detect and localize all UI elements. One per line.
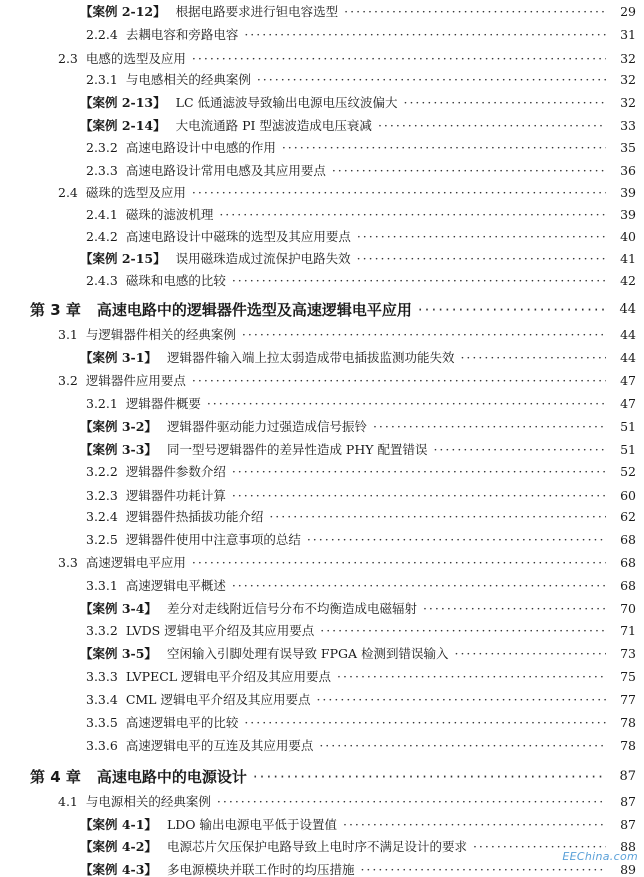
toc-section-entry[interactable] [0, 548, 644, 570]
toc-section-entry[interactable] [0, 502, 644, 524]
entry-page-number: 87 [620, 817, 636, 832]
entry-title: 高速电路中的电源设计 [96, 768, 247, 786]
entry-number: 3.3.5 [86, 715, 118, 730]
entry-title: 与逻辑器件相关的经典案例 [85, 327, 236, 342]
entry-number: 【案例 3-2】 [80, 419, 157, 434]
dot-leader [454, 647, 606, 661]
entry-title: 逻辑器件使用中注意事项的总结 [125, 532, 301, 547]
entry-title: 高速电路设计常用电感及其应用要点 [125, 163, 326, 178]
entry-number: 2.3.1 [86, 72, 118, 87]
dot-leader [282, 141, 606, 155]
entry-page-number: 40 [620, 229, 636, 244]
entry-number: 【案例 3-4】 [80, 601, 157, 616]
dot-leader [192, 186, 606, 200]
entry-title: CML 逻辑电平介绍及其应用要点 [125, 692, 311, 707]
dot-leader [232, 489, 606, 503]
entry-page-number: 47 [620, 373, 636, 388]
entry-page-number: 32 [620, 72, 636, 87]
entry-title: 磁珠的滤波机理 [125, 207, 214, 222]
entry-number: 2.4.2 [86, 229, 118, 244]
dot-leader [219, 208, 606, 222]
entry-page-number: 68 [620, 578, 636, 593]
entry-title: 与电感相关的经典案例 [125, 72, 251, 87]
toc-case-entry[interactable] [0, 855, 644, 877]
toc-section-entry[interactable] [0, 662, 644, 684]
entry-title: 逻辑器件输入端上拉太弱造成带电插拔监测功能失效 [166, 350, 455, 365]
entry-number: 3.3 [58, 555, 78, 570]
entry-number: 3.3.6 [86, 738, 118, 753]
toc-section-entry[interactable] [0, 178, 644, 200]
dot-leader [423, 602, 606, 616]
entry-title: 逻辑器件功耗计算 [125, 488, 226, 503]
entry-page-number: 68 [620, 555, 636, 570]
entry-page-number: 39 [620, 185, 636, 200]
entry-number: 【案例 4-1】 [80, 817, 157, 832]
entry-page-number: 33 [620, 118, 636, 133]
entry-page-number: 71 [620, 623, 636, 638]
entry-page-number: 73 [620, 646, 636, 661]
entry-title: 高速电路设计中磁珠的选型及其应用要点 [125, 229, 351, 244]
entry-number: 【案例 2-15】 [80, 251, 166, 266]
toc-case-entry[interactable] [0, 435, 644, 457]
toc-section-entry[interactable] [0, 457, 644, 479]
entry-title: 逻辑器件驱动能力过强造成信号振铃 [166, 419, 367, 434]
entry-number: 【案例 2-14】 [80, 118, 166, 133]
toc-section-entry[interactable] [0, 685, 644, 707]
dot-leader [269, 510, 606, 524]
dot-leader [360, 863, 606, 877]
entry-page-number: 44 [620, 327, 636, 342]
entry-page-number: 44 [619, 302, 636, 317]
entry-number: 3.2.3 [86, 488, 118, 503]
entry-number: 2.3.2 [86, 140, 118, 155]
entry-page-number: 32 [620, 51, 636, 66]
toc-case-entry[interactable] [0, 810, 644, 832]
entry-number: 3.3.1 [86, 578, 118, 593]
dot-leader [320, 624, 606, 638]
entry-title: 差分对走线附近信号分布不均衡造成电磁辐射 [166, 601, 417, 616]
entry-number: 2.3.3 [86, 163, 118, 178]
toc-case-entry[interactable] [0, 412, 644, 434]
toc-section-entry[interactable] [0, 366, 644, 388]
entry-number: 3.3.4 [86, 692, 118, 707]
dot-leader [460, 351, 606, 365]
entry-title: 磁珠和电感的比较 [125, 273, 226, 288]
dot-leader [343, 818, 606, 832]
entry-number: 3.2 [58, 373, 78, 388]
toc-chapter-entry[interactable] [0, 758, 644, 784]
entry-number: 【案例 3-3】 [80, 442, 157, 457]
toc-section-entry[interactable] [0, 222, 644, 244]
entry-number: 【案例 4-3】 [80, 862, 157, 877]
toc-case-entry[interactable] [0, 639, 644, 661]
entry-number: 3.2.5 [86, 532, 118, 547]
entry-number: 第 4 章 [30, 768, 81, 786]
entry-number: 【案例 3-5】 [80, 646, 157, 661]
entry-number: 3.3.3 [86, 669, 118, 684]
entry-page-number: 75 [620, 669, 636, 684]
entry-number: 2.4.1 [86, 207, 118, 222]
entry-number: 3.3.2 [86, 623, 118, 638]
entry-title: LVDS 逻辑电平介绍及其应用要点 [125, 623, 315, 638]
entry-title: 高速电路设计中电感的作用 [125, 140, 276, 155]
entry-number: 【案例 2-12】 [80, 4, 166, 19]
entry-number: 3.1 [58, 327, 78, 342]
entry-page-number: 87 [619, 769, 636, 784]
toc-section-entry[interactable] [0, 708, 644, 730]
dot-leader [332, 164, 606, 178]
entry-number: 3.2.2 [86, 464, 118, 479]
toc-case-entry[interactable] [0, 244, 644, 266]
entry-page-number: 77 [620, 692, 636, 707]
toc-case-entry[interactable] [0, 343, 644, 365]
dot-leader [316, 693, 606, 707]
entry-title: 磁珠的选型及应用 [85, 185, 186, 200]
toc-section-entry[interactable] [0, 20, 644, 42]
entry-number: 第 3 章 [30, 301, 81, 319]
watermark: EEChina.com [562, 850, 638, 863]
entry-number: 2.4.3 [86, 273, 118, 288]
dot-leader [217, 795, 606, 809]
dot-leader [244, 28, 606, 42]
entry-page-number: 29 [620, 4, 636, 19]
entry-title: 根据电路要求进行钽电容选型 [175, 4, 339, 19]
entry-title: 逻辑器件参数介绍 [125, 464, 226, 479]
entry-page-number: 32 [620, 95, 636, 110]
entry-page-number: 60 [620, 488, 636, 503]
toc-section-entry[interactable] [0, 65, 644, 87]
toc-chapter-entry[interactable] [0, 291, 644, 317]
entry-title: 误用磁珠造成过流保护电路失效 [175, 251, 351, 266]
entry-title: 大电流通路 PI 型滤波造成电压衰减 [175, 118, 372, 133]
entry-title: LC 低通滤波导致输出电源电压纹波偏大 [175, 95, 398, 110]
entry-number: 4.1 [58, 794, 78, 809]
entry-page-number: 70 [620, 601, 636, 616]
entry-title: 与电源相关的经典案例 [85, 794, 211, 809]
entry-page-number: 51 [620, 419, 636, 434]
dot-leader [373, 420, 606, 434]
entry-title: 逻辑器件概要 [125, 396, 201, 411]
entry-title: 高速逻辑电平的互连及其应用要点 [125, 738, 314, 753]
toc-section-entry[interactable] [0, 44, 644, 66]
entry-title: 高速逻辑电平的比较 [125, 715, 239, 730]
toc-section-entry[interactable] [0, 156, 644, 178]
toc-section-entry[interactable] [0, 481, 644, 503]
entry-title: LDO 输出电源电平低于设置值 [166, 817, 337, 832]
toc-case-entry[interactable] [0, 111, 644, 133]
toc-case-entry[interactable] [0, 832, 644, 854]
entry-title: LVPECL 逻辑电平介绍及其应用要点 [125, 669, 332, 684]
dot-leader [357, 252, 606, 266]
toc-section-entry[interactable] [0, 616, 644, 638]
toc-section-entry[interactable] [0, 133, 644, 155]
entry-title: 电感的选型及应用 [85, 51, 186, 66]
dot-leader [192, 52, 606, 66]
entry-title: 高速逻辑电平概述 [125, 578, 226, 593]
toc-section-entry[interactable] [0, 266, 644, 288]
toc-section-entry[interactable] [0, 525, 644, 547]
entry-page-number: 88 [620, 839, 636, 854]
dot-leader [242, 328, 606, 342]
entry-page-number: 68 [620, 532, 636, 547]
entry-page-number: 78 [620, 715, 636, 730]
entry-page-number: 36 [620, 163, 636, 178]
entry-page-number: 44 [620, 350, 636, 365]
entry-title: 高速电路中的逻辑器件选型及高速逻辑电平应用 [96, 301, 412, 319]
dot-leader [232, 465, 606, 479]
toc-section-entry[interactable] [0, 389, 644, 411]
toc-section-entry[interactable] [0, 320, 644, 342]
entry-page-number: 31 [620, 27, 636, 42]
entry-page-number: 62 [620, 509, 636, 524]
entry-title: 多电源模块并联工作时的均压措施 [166, 862, 355, 877]
entry-page-number: 35 [620, 140, 636, 155]
dot-leader [232, 579, 606, 593]
entry-title: 空闲输入引脚处理有误导致 FPGA 检测到错误输入 [166, 646, 449, 661]
entry-page-number: 42 [620, 273, 636, 288]
dot-leader [244, 716, 606, 730]
toc-case-entry[interactable] [0, 0, 644, 19]
toc-section-entry[interactable] [0, 571, 644, 593]
dot-leader [232, 274, 606, 288]
entry-page-number: 87 [620, 794, 636, 809]
dot-leader [433, 443, 606, 457]
entry-page-number: 51 [620, 442, 636, 457]
dot-leader [192, 374, 606, 388]
entry-page-number: 39 [620, 207, 636, 222]
entry-title: 电源芯片欠压保护电路导致上电时序不满足设计的要求 [166, 839, 467, 854]
dot-leader [192, 556, 606, 570]
toc-case-entry[interactable] [0, 594, 644, 616]
entry-page-number: 41 [620, 251, 636, 266]
entry-title: 同一型号逻辑器件的差异性造成 PHY 配置错误 [166, 442, 428, 457]
entry-page-number: 52 [620, 464, 636, 479]
entry-number: 2.3 [58, 51, 78, 66]
entry-page-number: 47 [620, 396, 636, 411]
entry-title: 去耦电容和旁路电容 [125, 27, 239, 42]
toc-section-entry[interactable] [0, 200, 644, 222]
toc-section-entry[interactable] [0, 787, 644, 809]
entry-page-number: 89 [620, 862, 636, 877]
entry-number: 3.2.4 [86, 509, 118, 524]
entry-number: 【案例 2-13】 [80, 95, 166, 110]
dot-leader [307, 533, 606, 547]
entry-number: 2.4 [58, 185, 78, 200]
entry-title: 高速逻辑电平应用 [85, 555, 186, 570]
dot-leader [207, 397, 606, 411]
dot-leader [337, 670, 606, 684]
entry-number: 【案例 3-1】 [80, 350, 157, 365]
dot-leader [403, 96, 606, 110]
dot-leader [319, 739, 606, 753]
dot-leader [357, 230, 606, 244]
entry-number: 【案例 4-2】 [80, 839, 157, 854]
dot-leader [253, 770, 606, 784]
dot-leader [378, 119, 606, 133]
dot-leader [418, 303, 606, 317]
entry-number: 2.2.4 [86, 27, 118, 42]
entry-number: 3.2.1 [86, 396, 118, 411]
toc-case-entry[interactable] [0, 88, 644, 110]
entry-title: 逻辑器件热插拔功能介绍 [125, 509, 264, 524]
dot-leader [344, 5, 606, 19]
entry-page-number: 78 [620, 738, 636, 753]
entry-title: 逻辑器件应用要点 [85, 373, 186, 388]
toc-section-entry[interactable] [0, 731, 644, 753]
dot-leader [257, 73, 606, 87]
